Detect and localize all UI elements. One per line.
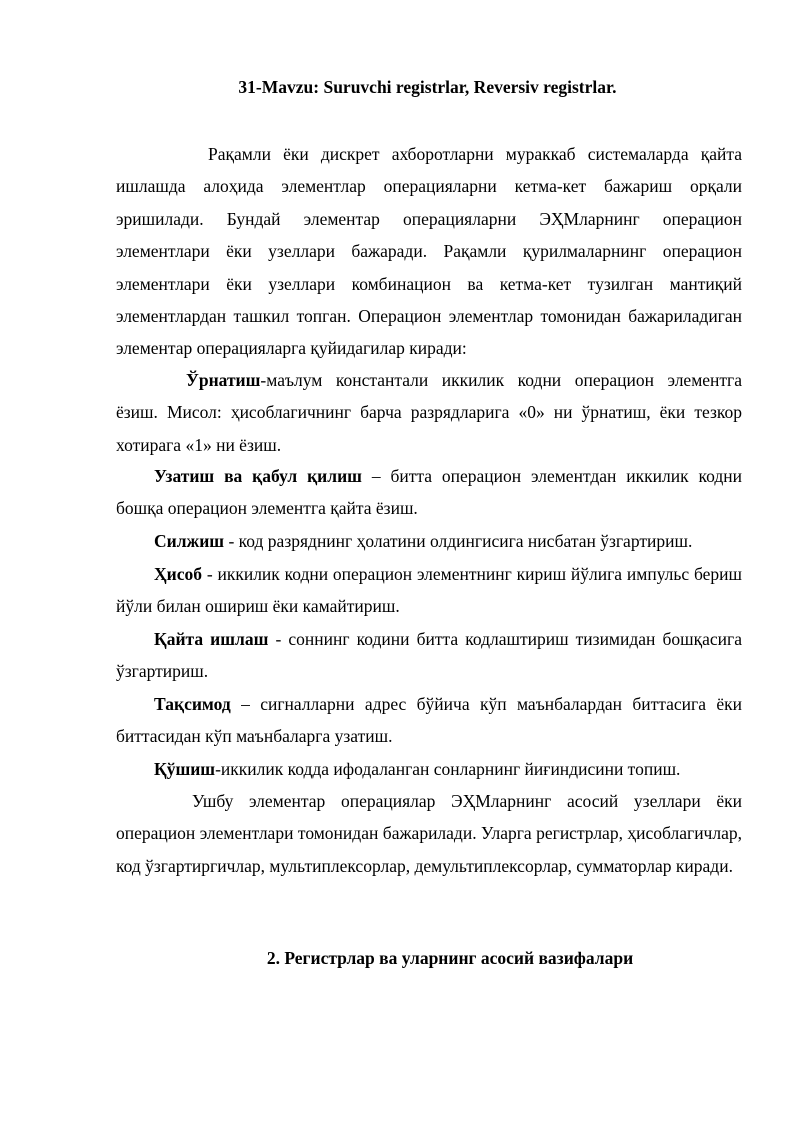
section-heading: 2. Регистрлар ва уларнинг асосий вазифалари: [266, 948, 634, 968]
term-shift: Силжиш: [154, 531, 225, 551]
definition-shift: - код разряднинг ҳолатини олдингисига нисбатан ўзгартириш.: [224, 531, 693, 551]
term-distribute: Тақсимод: [154, 694, 231, 714]
page-title: 31-Mavzu: Suruvchi registrlar, Reversiv registrlar.: [238, 77, 617, 97]
term-install: Ўрнатиш: [186, 370, 261, 390]
term-add: Қўшиш: [154, 759, 216, 779]
conclusion-paragraph: Ушбу элементар операциялар ЭҲМларнинг асосий узеллари ёки операцион элементлари томонидан бажарилади. Уларга регистрлар, ҳисоблагичлар, код ўзгартиргичлар, мультиплексорлар, демультиплексорлар, сумматорлар киради.: [116, 791, 742, 876]
operation-distribute: [116, 688, 742, 753]
operation-count: [116, 558, 742, 623]
definition-count: - иккилик кодни операцион элементнинг кириш йўлига импульс бериш йўли билан ошириш ёки камайтириш.: [116, 564, 742, 617]
definition-distribute: – сигналларни адрес бўйича кўп маънбалардан биттасига ёки биттасидан кўп маънбаларга узатиш.: [116, 694, 742, 747]
operation-add: [116, 753, 742, 785]
term-count: Ҳисоб: [154, 564, 202, 584]
intro-paragraph: Рақамли ёки дискрет ахборотларни мураккаб системаларда қайта ишлашда алоҳида элементлар операцияларни кетма-кет бажариш орқали эришилади. Бундай элементар операцияларни ЭҲМларнинг операцион элементлари ёки узеллари бажаради. Рақамли қурилмаларнинг операцион элементлари ёки узеллари комбинацион ва кетма-кет тузилган мантиқий элементлардан ташкил топган. Операцион элементлар томонидан бажариладиган элементар операцияларга қуйидагилар киради:: [116, 144, 742, 359]
operation-shift: [116, 525, 742, 557]
operation-transfer: [116, 460, 742, 525]
definition-install: -маълум константали иккилик кодни операцион элементга ёзиш. Мисол: ҳисоблагичнинг барча разрядларига «0» ни ўрнатиш, ёки тезкор хотирага «1» ни ёзиш.: [116, 370, 742, 455]
term-convert: Қайта ишлаш: [154, 629, 269, 649]
definition-convert: - соннинг кодини битта кодлаштириш тизимидан бошқасига ўзгартириш.: [116, 629, 742, 682]
definition-transfer: – битта операцион элементдан иккилик кодни бошқа операцион элементга қайта ёзиш.: [116, 466, 743, 519]
definition-add: -иккилик кодда ифодаланган сонларнинг йиғиндисини топиш.: [215, 759, 681, 779]
operation-convert: [116, 623, 742, 688]
term-transfer: Узатиш ва қабул қилиш: [154, 466, 362, 486]
operation-install: [116, 364, 742, 461]
